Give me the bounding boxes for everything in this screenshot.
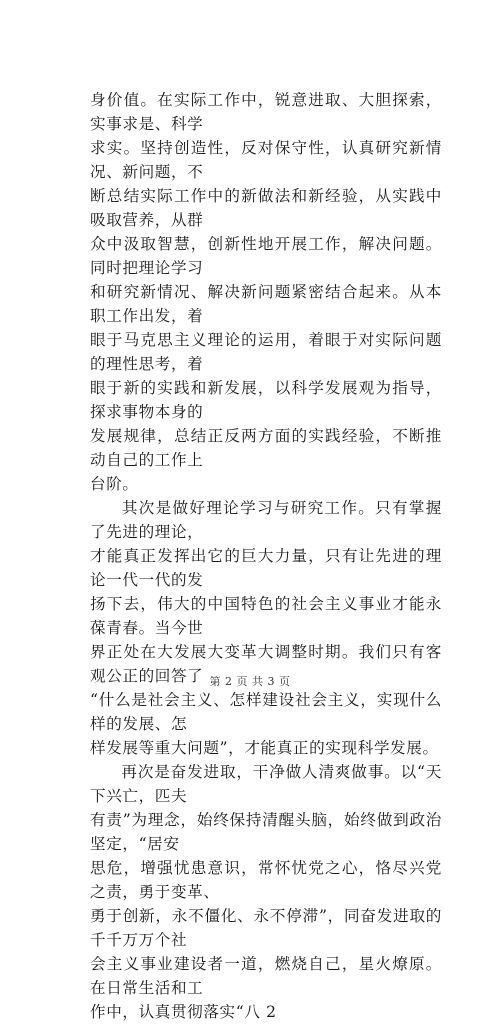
line: 界正处在大发展大变革大调整时期。我们只有客观公正的回答了 bbox=[90, 643, 442, 685]
line: 其次是做好理论学习与研究工作。只有掌握了先进的理论， bbox=[90, 499, 442, 541]
line: 求实。坚持创造性，反对保守性，认真研究新情况、新问题，不 bbox=[90, 139, 442, 181]
document-body bbox=[90, 88, 442, 1024]
line: 勇于创新，永不僵化、永不停滞”，同奋发进取的千千万万个社 bbox=[90, 907, 442, 949]
paragraph-2 bbox=[90, 496, 442, 760]
line: 思危，增强忧患意识，常怀忧党之心，恪尽兴党之责，勇于变革、 bbox=[90, 859, 442, 901]
paragraph-3 bbox=[90, 760, 442, 1024]
line: 身价值。在实际工作中，锐意进取、大胆探索，实事求是、科学 bbox=[90, 91, 442, 133]
line: 有责”为理念，始终保持清醒头脑，始终做到政治坚定，“居安 bbox=[90, 811, 442, 853]
line: 断总结实际工作中的新做法和新经验，从实践中吸取营养，从群 bbox=[90, 187, 442, 229]
line: 众中汲取智慧，创新性地开展工作，解决问题。同时把理论学习 bbox=[90, 235, 442, 277]
line: 眼于新的实践和新发展，以科学发展观为指导，探求事物本身的 bbox=[90, 379, 442, 421]
line: 扬下去，伟大的中国特色的社会主义事业才能永葆青春。当今世 bbox=[90, 595, 442, 637]
line: 才能真正发挥出它的巨大力量，只有让先进的理论一代一代的发 bbox=[90, 547, 442, 589]
line: 样发展等重大问题”，才能真正的实现科学发展。 bbox=[90, 739, 439, 757]
paragraph-1 bbox=[90, 88, 442, 496]
line: 台阶。 bbox=[90, 475, 139, 493]
line: 眼于马克思主义理论的运用，着眼于对实际问题的理性思考，着 bbox=[90, 331, 442, 373]
line: 会主义事业建设者一道，燃烧自己，星火燎原。在日常生活和工 bbox=[90, 955, 442, 997]
line: 作中，认真贯彻落实“八 2 bbox=[90, 1003, 277, 1021]
line: 和研究新情况、解决新问题紧密结合起来。从本职工作出发，着 bbox=[90, 283, 442, 325]
page-footer: 第 2 页 共 3 页 bbox=[209, 675, 291, 688]
line: “什么是社会主义、怎样建设社会主义，实现什么样的发展、怎 bbox=[90, 691, 442, 733]
line: 发展规律，总结正反两方面的实践经验，不断推动自己的工作上 bbox=[90, 427, 442, 469]
line: 再次是奋发进取，干净做人清爽做事。以“天下兴亡，匹夫 bbox=[90, 763, 442, 805]
